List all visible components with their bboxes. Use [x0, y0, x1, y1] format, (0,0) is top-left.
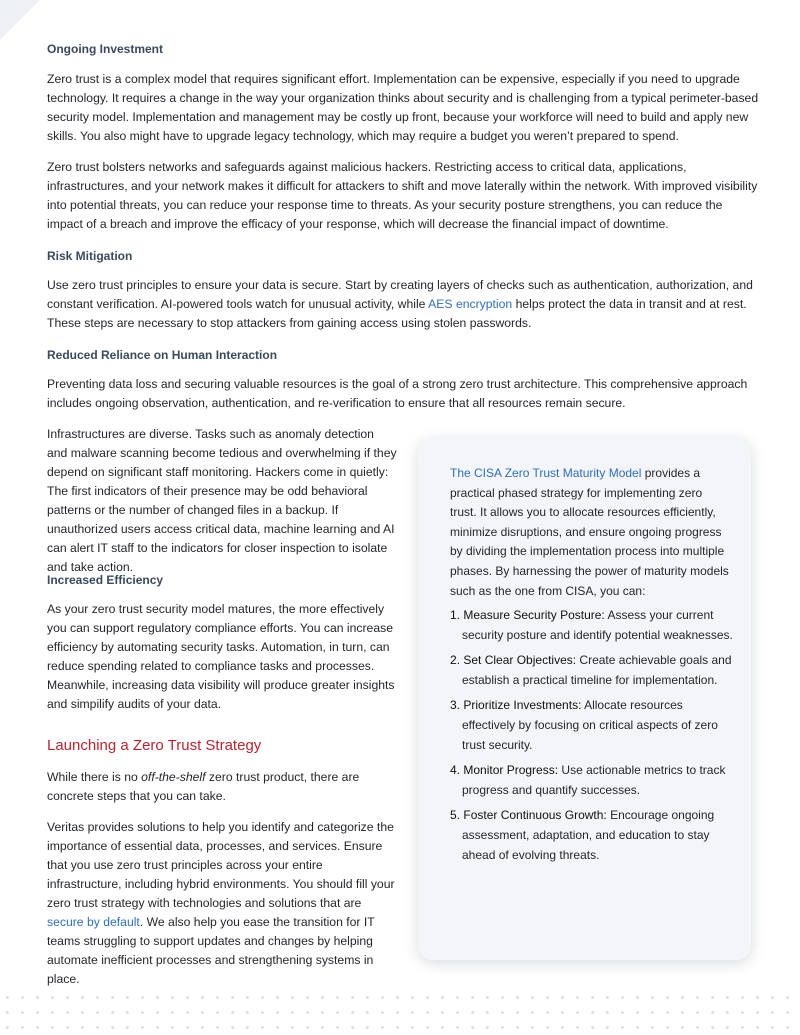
dotted-footer-decoration: [0, 990, 800, 1030]
step-text: Allocate resources effectively by focusing on critical aspects of zero trust security.: [462, 698, 718, 752]
list-item: [450, 696, 735, 755]
launch-text-end: zero trust product, there are concrete steps that you can take.: [47, 770, 360, 803]
step-label: Set Clear Objectives:: [463, 653, 577, 668]
cisa-maturity-model-link[interactable]: The CISA Zero Trust Maturity Model: [450, 466, 642, 480]
veritas-text-end: . We also help you ease the transition for IT teams struggling to support updates and changes by helping automate inefficient processes and strengthening systems in place.: [47, 915, 375, 986]
heading-launching-strategy: Launching a Zero Trust Strategy: [47, 737, 262, 754]
cisa-callout-panel: [418, 438, 751, 960]
paragraph-ongoing-1: Zero trust is a complex model that requires significant effort. Implementation can be expensive, especially if you need to upgrade technology. It requires a change in the way your organization thinks about security and is challenging from a typical perimeter-based security model. Implementation and management may be costly up front, because your workforce will need to build and apply new skills. You also might have to upgrade legacy technology, which may require a budget you weren’t prepared to spend.: [47, 72, 759, 143]
step-number: 4.: [450, 763, 461, 778]
risk-text-start: Use zero trust principles to ensure your data is secure. Start by creating layers of checks such as authentication, authorization, and constant verification. AI-powered tools watch for unusual activity, while: [47, 278, 753, 311]
veritas-text-start: Veritas provides solutions to help you identify and categorize the importance of essential data, processes, and services. Ensure that you use zero trust principles across your entire infrastructure, including hybrid environments. You should fill your zero trust strategy with technologies and solutions that are: [47, 820, 395, 910]
step-number: 3.: [450, 698, 461, 713]
list-item: [450, 651, 735, 690]
step-label: Foster Continuous Growth:: [463, 808, 607, 823]
step-label: Monitor Progress:: [463, 763, 559, 778]
corner-decoration: [0, 0, 40, 40]
step-text: Use actionable metrics to track progress and quantify successes.: [462, 763, 726, 797]
aes-encryption-link[interactable]: AES encryption: [428, 297, 513, 311]
secure-by-default-link[interactable]: secure by default: [47, 915, 140, 929]
step-number: 5.: [450, 808, 461, 823]
step-text: Assess your current security posture and identify potential weaknesses.: [462, 608, 733, 642]
paragraph-launch-2: [47, 818, 397, 989]
heading-ongoing-investment: Ongoing Investment: [47, 42, 164, 56]
paragraph-risk: [47, 276, 759, 333]
launch-text-start: While there is no: [47, 770, 142, 784]
list-item: [450, 761, 735, 800]
step-number: 1.: [450, 608, 461, 622]
risk-text-end: helps protect the data in transit and at rest. These steps are necessary to stop attackers from gaining access using stolen passwords.: [47, 297, 747, 330]
list-item: [450, 606, 735, 645]
off-the-shelf-emphasis: off-the-shelf: [141, 770, 206, 784]
paragraph-launch-1: [47, 768, 397, 806]
list-item: [450, 806, 735, 865]
paragraph-reduced-1: Preventing data loss and securing valuable resources is the goal of a strong zero trust architecture. This comprehensive approach includes ongoing observation, authentication, and re-verification to ensure that all resources remain secure.: [47, 377, 748, 410]
heading-risk-mitigation: Risk Mitigation: [47, 249, 133, 263]
step-label: Prioritize Investments:: [463, 698, 582, 713]
paragraph-efficiency: As your zero trust security model matures, the more effectively you can support regulatory compliance efforts. You can increase efficiency by automating security tasks. Automation, in turn, can reduce spending related to compliance tasks and processes. Meanwhile, increasing data visibility will produce greater insights and simpilify audits of your data.: [47, 602, 395, 711]
step-number: 2.: [450, 653, 461, 668]
heading-reduced-reliance: Reduced Reliance on Human Interaction: [47, 348, 278, 362]
step-label: Measure Security Posture:: [463, 608, 605, 622]
paragraph-ongoing-2: Zero trust bolsters networks and safeguards against malicious hackers. Restricting access to critical data, applications, infrastructures, and your network makes it difficult for attackers to shift and move laterally within the network. With improved visibility into potential threats, you can reduce your response time to threats. As your security posture strengthens, you can reduce the impact of a breach and improve the efficacy of your response, which will decrease the financial impact of downtime.: [47, 160, 758, 231]
heading-increased-efficiency: Increased Efficiency: [47, 573, 164, 587]
step-text: Create achievable goals and establish a practical timeline for implementation.: [462, 653, 732, 687]
callout-intro-text: provides a practical phased strategy for implementing zero trust. It allows you to allocate resources efficiently, minimize disruptions, and ensure ongoing progress by dividing the implementation process into multiple phases. By harnessing the power of maturity models such as the one from CISA, you can:: [450, 466, 729, 598]
step-text: Encourage ongoing assessment, adaptation, and education to stay ahead of evolving threats.: [462, 808, 715, 862]
callout-intro: [450, 464, 730, 601]
paragraph-reduced-2: Infrastructures are diverse. Tasks such as anomaly detection and malware scanning become tedious and overwhelming if they depend on significant staff monitoring. Hackers come in quietly: The first indicators of their presence may be odd behavioral patterns or the number of changed files in a backup. If unauthorized users access critical data, machine learning and AI can alert IT staff to the indicators for closer inspection to isolate and take action.: [47, 427, 397, 574]
maturity-steps-list: [450, 606, 735, 871]
